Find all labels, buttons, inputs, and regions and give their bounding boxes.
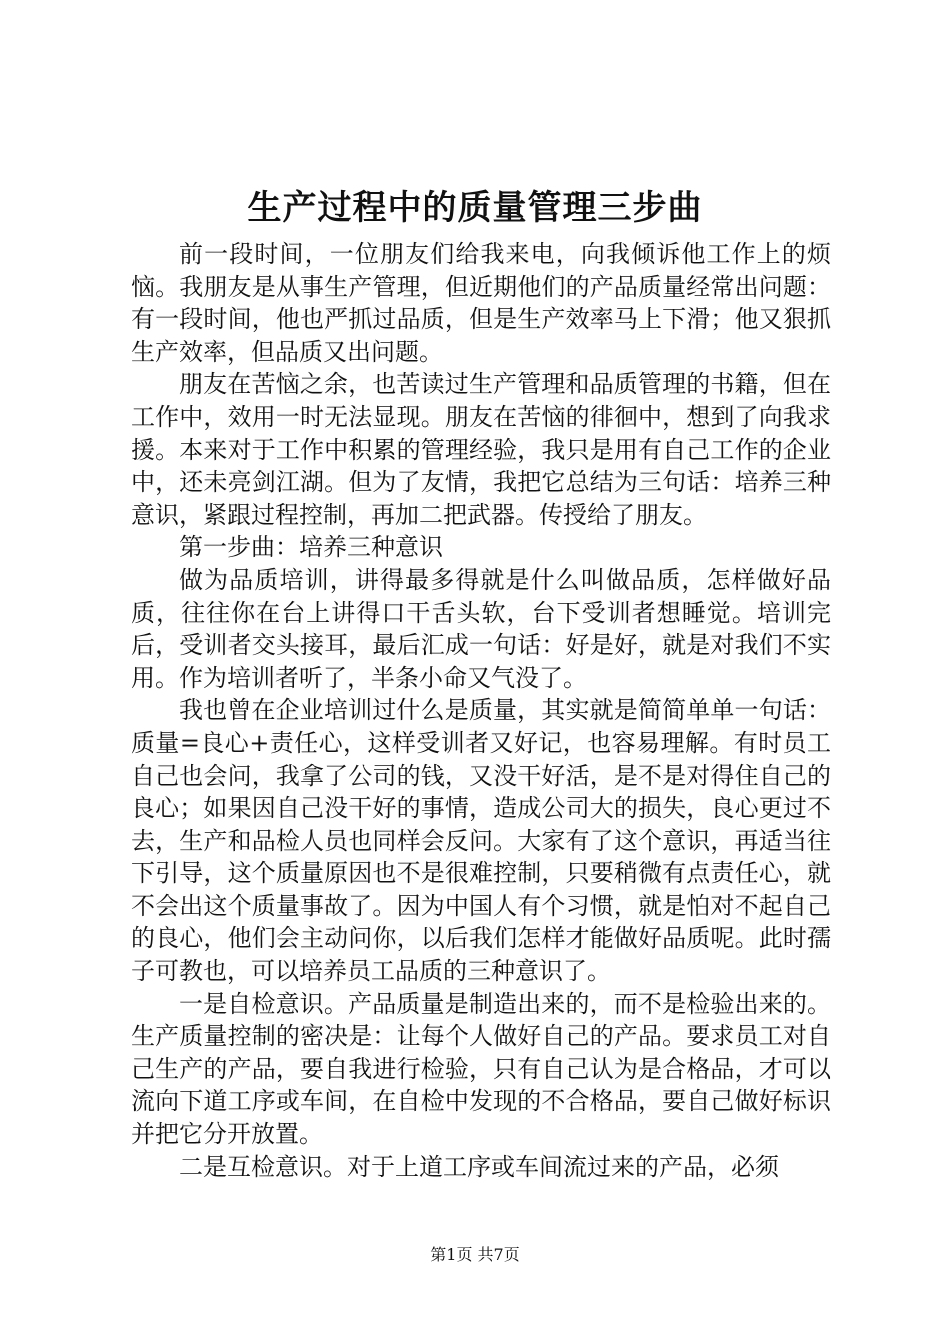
document-body [131,238,831,1183]
paragraph: 朋友在苦恼之余，也苦读过生产管理和品质管理的书籍，但在工作中，效用一时无法显现。朋友在苦恼的徘徊中，想到了向我求援。本来对于工作中积累的管理经验，我只是用有自己工作的企业中，还未亮剑江湖。但为了友情，我把它总结为三句话：培养三种意识，紧跟过程控制，再加二把武器。传授给了朋友。 [131,370,831,529]
paragraph: 一是自检意识。产品质量是制造出来的，而不是检验出来的。生产质量控制的密决是：让每个人做好自己的产品。要求员工对自己生产的产品，要自我进行检验，只有自己认为是合格品，才可以流向下道工序或车间，在自检中发现的不合格品，要自己做好标识并把它分开放置。 [131,989,831,1149]
document-title: 生产过程中的质量管理三步曲 [247,188,703,228]
section-heading: 第一步曲：培养三种意识 [179,533,443,562]
paragraph: 做为品质培训，讲得最多得就是什么叫做品质，怎样做好品质，往往你在台上讲得口干舌头软，台下受训者想睡觉。培训完后，受训者交头接耳，最后汇成一句话：好是好，就是对我们不实用。作为培训者听了，半条小命又气没了。 [131,565,831,692]
paragraph: 二是互检意识。对于上道工序或车间流过来的产品，必须 [179,1152,779,1181]
page-footer: 第1页 共7页 [430,1245,520,1264]
paragraph: 前一段时间，一位朋友们给我来电，向我倾诉他工作上的烦恼。我朋友是从事生产管理，但近期他们的产品质量经常出问题：有一段时间，他也严抓过品质，但是生产效率马上下滑；他又狠抓生产效率，但品质又出问题。 [131,240,831,366]
paragraph: 我也曾在企业培训过什么是质量，其实就是简简单单一句话：质量=良心+责任心，这样受训者又好记，也容易理解。有时员工自己也会问，我拿了公司的钱，又没干好活，是不是对得住自己的良心；如果因自己没干好的事情，造成公司大的损失，良心更过不去，生产和品检人员也同样会反问。大家有了这个意识，再适当往下引导，这个质量原因也不是很难控制，只要稍微有点责任心，就不会出这个质量事故了。因为中国人有个习惯，就是怕对不起自己的良心，他们会主动问你，以后我们怎样才能做好品质呢。此时孺子可教也，可以培养员工品质的三种意识了。 [131,696,831,986]
